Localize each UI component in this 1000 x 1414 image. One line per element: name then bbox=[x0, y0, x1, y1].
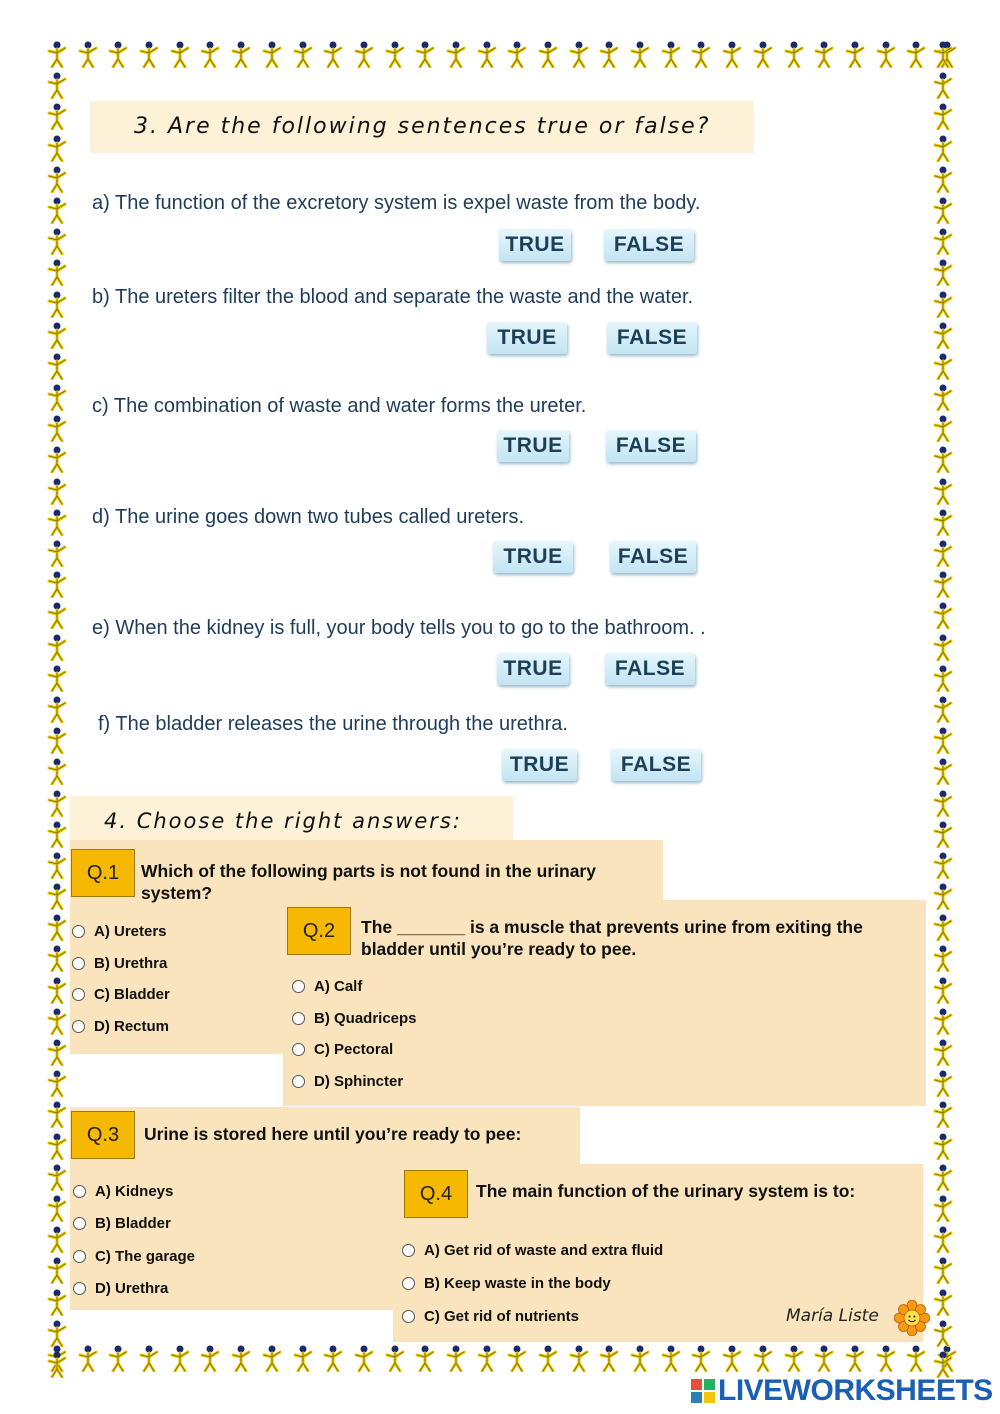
stick-figure-icon bbox=[596, 40, 622, 68]
q4-question: The main function of the urinary system is to: bbox=[476, 1181, 856, 1201]
stick-figure-icon bbox=[930, 414, 956, 442]
stick-figure-icon bbox=[259, 1344, 285, 1372]
stick-figure-icon bbox=[811, 1344, 837, 1372]
stick-figure-icon bbox=[44, 1100, 70, 1128]
stick-figure-icon bbox=[44, 71, 70, 99]
stick-figure-icon bbox=[627, 1344, 653, 1372]
stick-figure-icon bbox=[930, 664, 956, 692]
section4-title-box bbox=[70, 796, 513, 840]
stick-figure-icon bbox=[44, 102, 70, 130]
radio-icon[interactable] bbox=[73, 1250, 86, 1263]
q2-option-d[interactable] bbox=[292, 1073, 403, 1090]
true-button-a[interactable]: TRUE bbox=[499, 229, 571, 261]
statement-a: a) The function of the excretory system is expel waste from the body. bbox=[92, 192, 701, 214]
q2-option-a[interactable] bbox=[292, 978, 362, 995]
radio-icon[interactable] bbox=[292, 980, 305, 993]
radio-icon[interactable] bbox=[72, 925, 85, 938]
option-label: A) Kidneys bbox=[95, 1183, 174, 1200]
stick-figure-icon bbox=[930, 726, 956, 754]
stick-figure-icon bbox=[44, 40, 70, 68]
stick-figure-icon bbox=[930, 40, 956, 68]
stick-figure-icon bbox=[930, 570, 956, 598]
flower-icon bbox=[894, 1300, 930, 1336]
stick-figure-icon bbox=[44, 321, 70, 349]
stick-figure-icon bbox=[167, 1344, 193, 1372]
stick-figure-icon bbox=[320, 40, 346, 68]
stick-figure-icon bbox=[44, 851, 70, 879]
q3-question: Urine is stored here until you’re ready to pee: bbox=[144, 1124, 522, 1144]
stick-figure-icon bbox=[719, 1344, 745, 1372]
radio-icon[interactable] bbox=[73, 1282, 86, 1295]
q1-label: Q.1 bbox=[71, 849, 135, 897]
stick-figure-icon bbox=[44, 695, 70, 723]
option-label: D) Rectum bbox=[94, 1018, 170, 1035]
stick-figure-icon bbox=[105, 40, 131, 68]
stick-figure-icon bbox=[44, 601, 70, 629]
false-button-f[interactable]: FALSE bbox=[611, 749, 701, 781]
stick-figure-icon bbox=[658, 1344, 684, 1372]
stick-figure-icon bbox=[44, 1225, 70, 1253]
stick-figure-icon bbox=[873, 40, 899, 68]
option-label: A) Calf bbox=[314, 978, 363, 995]
section3-title: 3. Are the following sentences true or false? bbox=[134, 114, 711, 139]
stick-figure-icon bbox=[930, 1069, 956, 1097]
false-button-d[interactable]: FALSE bbox=[610, 541, 696, 573]
q1-option-d[interactable] bbox=[72, 1018, 169, 1035]
stick-figure-icon bbox=[719, 40, 745, 68]
true-button-d[interactable]: TRUE bbox=[493, 541, 573, 573]
q2-label: Q.2 bbox=[287, 907, 351, 955]
option-label: B) Keep waste in the body bbox=[424, 1275, 611, 1292]
stick-figure-icon bbox=[930, 383, 956, 411]
stick-figure-icon bbox=[504, 1344, 530, 1372]
stick-figure-icon bbox=[566, 40, 592, 68]
section4-title: 4. Choose the right answers: bbox=[104, 809, 462, 833]
author-signature: María Liste bbox=[786, 1306, 879, 1326]
stick-figure-icon bbox=[44, 1256, 70, 1284]
stick-figure-icon bbox=[930, 601, 956, 629]
radio-icon[interactable] bbox=[402, 1310, 415, 1323]
stick-figure-icon bbox=[412, 40, 438, 68]
q2-option-b[interactable] bbox=[292, 1010, 417, 1027]
stick-figure-icon bbox=[750, 1344, 776, 1372]
brand-name: LIVEWORKSHEETS bbox=[718, 1374, 993, 1407]
q1-option-b[interactable] bbox=[72, 955, 167, 972]
stick-figure-icon bbox=[44, 196, 70, 224]
stick-figure-icon bbox=[930, 102, 956, 130]
stick-figure-icon bbox=[658, 40, 684, 68]
true-button-b[interactable]: TRUE bbox=[487, 322, 567, 354]
stick-figure-icon bbox=[167, 40, 193, 68]
false-button-c[interactable]: FALSE bbox=[606, 430, 696, 462]
stick-figure-icon bbox=[290, 1344, 316, 1372]
stick-figure-icon bbox=[842, 1344, 868, 1372]
stick-figure-icon bbox=[474, 40, 500, 68]
stick-figure-icon bbox=[903, 40, 929, 68]
stick-figure-icon bbox=[44, 570, 70, 598]
stick-figure-icon bbox=[930, 882, 956, 910]
stick-figure-icon bbox=[443, 1344, 469, 1372]
option-label: D) Urethra bbox=[95, 1280, 169, 1297]
border-right bbox=[930, 40, 960, 1378]
stick-figure-icon bbox=[228, 1344, 254, 1372]
stick-figure-icon bbox=[44, 165, 70, 193]
q4-option-c[interactable] bbox=[402, 1308, 579, 1325]
option-label: B) Quadriceps bbox=[314, 1010, 417, 1027]
stick-figure-icon bbox=[44, 726, 70, 754]
q3-option-b[interactable] bbox=[73, 1215, 171, 1232]
stick-figure-icon bbox=[750, 40, 776, 68]
stick-figure-icon bbox=[44, 1163, 70, 1191]
stick-figure-icon bbox=[44, 664, 70, 692]
false-button-b[interactable]: FALSE bbox=[607, 322, 697, 354]
stick-figure-icon bbox=[75, 40, 101, 68]
stick-figure-icon bbox=[474, 1344, 500, 1372]
radio-icon[interactable] bbox=[292, 1012, 305, 1025]
stick-figure-icon bbox=[44, 290, 70, 318]
radio-icon[interactable] bbox=[72, 1020, 85, 1033]
stick-figure-icon bbox=[930, 851, 956, 879]
stick-figure-icon bbox=[44, 757, 70, 785]
stick-figure-icon bbox=[44, 539, 70, 567]
q2-question: The _______ is a muscle that prevents urine from exiting the bladder until you’re ready to pee. bbox=[361, 917, 863, 959]
statement-c: c) The combination of waste and water forms the ureter. bbox=[92, 395, 587, 417]
q3-option-d[interactable] bbox=[73, 1280, 168, 1297]
stick-figure-icon bbox=[930, 695, 956, 723]
radio-icon[interactable] bbox=[402, 1277, 415, 1290]
stick-figure-icon bbox=[44, 1194, 70, 1222]
stick-figure-icon bbox=[197, 40, 223, 68]
stick-figure-icon bbox=[535, 1344, 561, 1372]
stick-figure-icon bbox=[44, 633, 70, 661]
option-label: C) Pectoral bbox=[314, 1041, 394, 1058]
q1-option-c[interactable] bbox=[72, 986, 170, 1003]
stick-figure-icon bbox=[44, 258, 70, 286]
stick-figure-icon bbox=[930, 1225, 956, 1253]
q3-option-a[interactable] bbox=[73, 1183, 173, 1200]
stick-figure-icon bbox=[842, 40, 868, 68]
stick-figure-icon bbox=[228, 40, 254, 68]
stick-figure-icon bbox=[930, 445, 956, 473]
stick-figure-icon bbox=[930, 539, 956, 567]
stick-figure-icon bbox=[382, 40, 408, 68]
stick-figure-icon bbox=[44, 477, 70, 505]
stick-figure-icon bbox=[930, 1038, 956, 1066]
stick-figure-icon bbox=[44, 1350, 70, 1378]
liveworksheets-logo-icon bbox=[690, 1378, 716, 1404]
option-label: C) Get rid of nutrients bbox=[424, 1308, 579, 1325]
stick-figure-icon bbox=[136, 1344, 162, 1372]
stick-figure-icon bbox=[504, 40, 530, 68]
stick-figure-icon bbox=[930, 1194, 956, 1222]
radio-icon[interactable] bbox=[72, 988, 85, 1001]
stick-figure-icon bbox=[930, 134, 956, 162]
option-label: D) Sphincter bbox=[314, 1073, 404, 1090]
stick-figure-icon bbox=[44, 227, 70, 255]
stick-figure-icon bbox=[930, 477, 956, 505]
stick-figure-icon bbox=[351, 1344, 377, 1372]
stick-figure-icon bbox=[44, 944, 70, 972]
q1-option-a[interactable] bbox=[72, 923, 167, 940]
true-button-c[interactable]: TRUE bbox=[497, 430, 569, 462]
stick-figure-icon bbox=[44, 1069, 70, 1097]
stick-figure-icon bbox=[535, 40, 561, 68]
statement-b: b) The ureters filter the blood and separate the waste and the water. bbox=[92, 286, 694, 308]
stick-figure-icon bbox=[930, 1288, 956, 1316]
stick-figure-icon bbox=[811, 40, 837, 68]
stick-figure-icon bbox=[44, 1038, 70, 1066]
true-button-f[interactable]: TRUE bbox=[502, 749, 577, 781]
stick-figure-icon bbox=[44, 508, 70, 536]
q4-label: Q.4 bbox=[404, 1170, 468, 1218]
stick-figure-icon bbox=[930, 633, 956, 661]
radio-icon[interactable] bbox=[292, 1043, 305, 1056]
q3-label: Q.3 bbox=[71, 1111, 135, 1159]
stick-figure-icon bbox=[930, 258, 956, 286]
stick-figure-icon bbox=[44, 789, 70, 817]
radio-icon[interactable] bbox=[402, 1244, 415, 1257]
statement-e: e) When the kidney is full, your body tells you to go to the bathroom. . bbox=[92, 617, 706, 639]
stick-figure-icon bbox=[930, 227, 956, 255]
q4-option-a[interactable] bbox=[402, 1242, 663, 1259]
border-top bbox=[44, 40, 960, 74]
stick-figure-icon bbox=[443, 40, 469, 68]
stick-figure-icon bbox=[930, 976, 956, 1004]
stick-figure-icon bbox=[320, 1344, 346, 1372]
option-label: B) Urethra bbox=[94, 955, 168, 972]
stick-figure-icon bbox=[566, 1344, 592, 1372]
stick-figure-icon bbox=[930, 820, 956, 848]
option-label: C) Bladder bbox=[94, 986, 170, 1003]
radio-icon[interactable] bbox=[73, 1217, 86, 1230]
stick-figure-icon bbox=[44, 1007, 70, 1035]
stick-figure-icon bbox=[44, 882, 70, 910]
stick-figure-icon bbox=[930, 944, 956, 972]
stick-figure-icon bbox=[105, 1344, 131, 1372]
option-label: C) The garage bbox=[95, 1248, 196, 1265]
stick-figure-icon bbox=[197, 1344, 223, 1372]
stick-figure-icon bbox=[930, 1100, 956, 1128]
stick-figure-icon bbox=[44, 913, 70, 941]
option-label: B) Bladder bbox=[95, 1215, 171, 1232]
stick-figure-icon bbox=[44, 352, 70, 380]
q3-option-c[interactable] bbox=[73, 1248, 195, 1265]
radio-icon[interactable] bbox=[292, 1075, 305, 1088]
stick-figure-icon bbox=[44, 134, 70, 162]
true-button-e[interactable]: TRUE bbox=[497, 653, 569, 685]
q4-option-b[interactable] bbox=[402, 1275, 611, 1292]
stick-figure-icon bbox=[44, 1319, 70, 1347]
stick-figure-icon bbox=[290, 40, 316, 68]
stick-figure-icon bbox=[930, 1163, 956, 1191]
q1-question: Which of the following parts is not found in the urinary system? bbox=[141, 861, 596, 903]
stick-figure-icon bbox=[930, 290, 956, 318]
radio-icon[interactable] bbox=[72, 957, 85, 970]
stick-figure-icon bbox=[873, 1344, 899, 1372]
statement-f: f) The bladder releases the urine through the urethra. bbox=[98, 713, 568, 735]
stick-figure-icon bbox=[930, 165, 956, 193]
stick-figure-icon bbox=[930, 757, 956, 785]
section3-title-box bbox=[90, 101, 754, 153]
stick-figure-icon bbox=[930, 71, 956, 99]
false-button-a[interactable]: FALSE bbox=[604, 229, 694, 261]
stick-figure-icon bbox=[44, 1132, 70, 1160]
stick-figure-icon bbox=[44, 820, 70, 848]
stick-figure-icon bbox=[781, 40, 807, 68]
stick-figure-icon bbox=[903, 1344, 929, 1372]
stick-figure-icon bbox=[44, 383, 70, 411]
statement-d: d) The urine goes down two tubes called ureters. bbox=[92, 506, 525, 528]
stick-figure-icon bbox=[351, 40, 377, 68]
stick-figure-icon bbox=[75, 1344, 101, 1372]
stick-figure-icon bbox=[930, 1132, 956, 1160]
q2-option-c[interactable] bbox=[292, 1041, 393, 1058]
stick-figure-icon bbox=[930, 352, 956, 380]
radio-icon[interactable] bbox=[73, 1185, 86, 1198]
stick-figure-icon bbox=[412, 1344, 438, 1372]
liveworksheets-brand bbox=[690, 1376, 993, 1406]
stick-figure-icon bbox=[930, 1256, 956, 1284]
stick-figure-icon bbox=[930, 321, 956, 349]
option-label: A) Ureters bbox=[94, 923, 167, 940]
stick-figure-icon bbox=[930, 196, 956, 224]
stick-figure-icon bbox=[44, 976, 70, 1004]
border-bottom bbox=[44, 1344, 960, 1378]
stick-figure-icon bbox=[781, 1344, 807, 1372]
stick-figure-icon bbox=[930, 913, 956, 941]
stick-figure-icon bbox=[382, 1344, 408, 1372]
stick-figure-icon bbox=[930, 1007, 956, 1035]
stick-figure-icon bbox=[259, 40, 285, 68]
stick-figure-icon bbox=[930, 1319, 956, 1347]
stick-figure-icon bbox=[627, 40, 653, 68]
stick-figure-icon bbox=[44, 1288, 70, 1316]
stick-figure-icon bbox=[44, 445, 70, 473]
false-button-e[interactable]: FALSE bbox=[605, 653, 695, 685]
option-label: A) Get rid of waste and extra fluid bbox=[424, 1242, 664, 1259]
stick-figure-icon bbox=[44, 414, 70, 442]
stick-figure-icon bbox=[688, 40, 714, 68]
stick-figure-icon bbox=[930, 508, 956, 536]
stick-figure-icon bbox=[688, 1344, 714, 1372]
stick-figure-icon bbox=[930, 789, 956, 817]
stick-figure-icon bbox=[596, 1344, 622, 1372]
stick-figure-icon bbox=[136, 40, 162, 68]
